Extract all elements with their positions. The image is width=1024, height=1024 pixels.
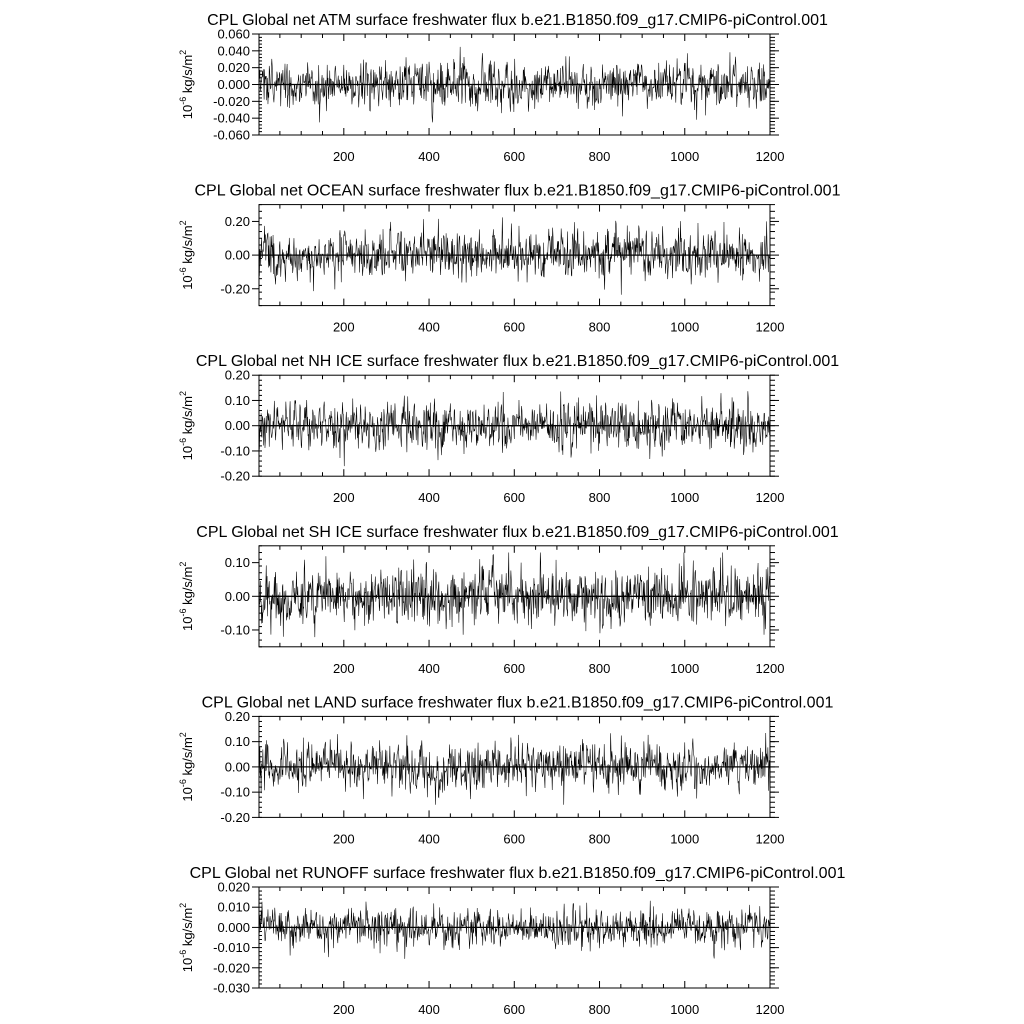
- x-tick-label: 1200: [755, 319, 785, 335]
- y-tick-label: -0.060: [213, 127, 250, 143]
- panel-1: [178, 12, 828, 164]
- panel-4: [178, 524, 839, 676]
- ylabel-unit: kg/s/m: [180, 54, 195, 97]
- ylabel-base: 10: [180, 957, 195, 973]
- y-tick-label: 0.20: [224, 213, 250, 229]
- y-axis-label: [178, 50, 195, 119]
- ylabel-exp: -6: [178, 608, 188, 617]
- x-tick-label: 200: [332, 319, 355, 335]
- y-axis-label: [178, 732, 195, 801]
- y-tick-label: 0.00: [224, 759, 250, 775]
- y-tick-label: -0.20: [220, 468, 250, 484]
- series-line: [259, 217, 770, 294]
- x-tick-label: 400: [418, 1002, 440, 1017]
- x-tick-label: 400: [418, 490, 440, 506]
- x-tick-label: 400: [418, 660, 440, 676]
- x-tick-label: 1200: [755, 1002, 785, 1017]
- x-tick-label: 200: [332, 831, 355, 847]
- y-axis-label: [178, 391, 195, 460]
- x-tick-label: 1200: [755, 149, 785, 164]
- ylabel-unit-exp: 2: [178, 220, 188, 226]
- ylabel-base: 10: [180, 104, 195, 120]
- ylabel-unit: kg/s/m: [180, 396, 195, 438]
- y-tick-label: 0.020: [217, 60, 250, 76]
- series-line: [259, 733, 770, 805]
- y-axis-label: [178, 903, 195, 972]
- x-tick-label: 200: [332, 660, 355, 676]
- x-tick-label: 800: [588, 831, 611, 847]
- y-axis-label: [178, 220, 195, 289]
- x-tick-label: 800: [588, 490, 611, 506]
- x-tick-label: 1000: [670, 319, 700, 335]
- ylabel-base: 10: [180, 275, 195, 290]
- y-tick-label: -0.20: [220, 281, 250, 297]
- ylabel-unit-exp: 2: [178, 49, 188, 55]
- ylabel-exp: -6: [178, 267, 188, 276]
- ylabel-unit: kg/s/m: [180, 907, 195, 950]
- x-tick-label: 800: [588, 660, 611, 676]
- x-tick-label: 800: [588, 319, 611, 335]
- y-tick-label: -0.10: [220, 443, 250, 459]
- y-tick-label: 0.10: [224, 392, 250, 408]
- ylabel-unit: kg/s/m: [180, 737, 195, 780]
- x-tick-label: 600: [503, 660, 526, 676]
- chart-title: CPL Global net RUNOFF surface freshwater flux b.e21.B1850.f09_g17.CMIP6-piControl.001: [189, 865, 846, 882]
- y-tick-label: 0.020: [217, 879, 250, 895]
- y-tick-label: -0.10: [220, 622, 250, 638]
- y-tick-label: 0.000: [217, 77, 250, 92]
- x-tick-label: 600: [503, 831, 526, 847]
- x-tick-label: 800: [588, 149, 611, 164]
- y-tick-label: 0.040: [217, 43, 250, 59]
- x-tick-label: 1000: [670, 660, 700, 676]
- x-tick-label: 200: [332, 1002, 355, 1017]
- y-tick-label: -0.020: [213, 93, 250, 109]
- y-tick-label: -0.010: [213, 940, 250, 956]
- ylabel-unit-exp: 2: [178, 732, 188, 738]
- ylabel-exp: -6: [178, 437, 188, 446]
- panel-5: [178, 694, 833, 846]
- ylabel-unit-exp: 2: [178, 902, 188, 908]
- x-tick-label: 1000: [670, 490, 700, 506]
- chart-title: CPL Global net SH ICE surface freshwater flux b.e21.B1850.f09_g17.CMIP6-piControl.001: [196, 523, 839, 541]
- ylabel-unit: kg/s/m: [180, 225, 195, 268]
- ylabel-exp: -6: [178, 949, 188, 958]
- ylabel-unit: kg/s/m: [180, 566, 195, 609]
- chart-title: CPL Global net NH ICE surface freshwater flux b.e21.B1850.f09_g17.CMIP6-piControl.001: [195, 353, 840, 371]
- y-tick-label: 0.00: [224, 588, 250, 604]
- y-tick-label: 0.000: [217, 919, 250, 935]
- x-tick-label: 1200: [755, 660, 785, 676]
- series-line: [259, 901, 770, 959]
- x-tick-label: 600: [503, 490, 526, 506]
- ylabel-base: 10: [180, 616, 195, 632]
- y-tick-label: 0.00: [224, 418, 250, 434]
- y-tick-label: -0.030: [213, 980, 250, 996]
- ylabel-unit-exp: 2: [178, 561, 188, 567]
- chart-title: CPL Global net ATM surface freshwater flux b.e21.B1850.f09_g17.CMIP6-piControl.001: [207, 12, 828, 29]
- y-tick-label: 0.00: [224, 247, 250, 263]
- y-tick-label: -0.020: [213, 960, 250, 976]
- ylabel-base: 10: [180, 787, 195, 802]
- ylabel-unit-exp: 2: [178, 390, 188, 397]
- y-tick-label: -0.040: [213, 110, 250, 126]
- x-tick-label: 1000: [670, 831, 700, 847]
- x-tick-label: 400: [418, 149, 440, 164]
- ylabel-exp: -6: [178, 96, 188, 105]
- ylabel-base: 10: [180, 445, 195, 461]
- y-tick-label: 0.10: [224, 734, 250, 750]
- x-tick-label: 1200: [755, 831, 785, 847]
- y-tick-label: 0.10: [224, 555, 250, 571]
- panel-3: [178, 353, 839, 505]
- panel-2: [178, 183, 841, 335]
- panel-6: [178, 865, 845, 1017]
- y-tick-label: 0.010: [217, 899, 250, 915]
- y-tick-label: 0.20: [224, 367, 250, 383]
- x-tick-label: 200: [332, 490, 355, 506]
- x-tick-label: 600: [503, 149, 526, 164]
- x-tick-label: 400: [418, 831, 440, 847]
- y-tick-label: 0.20: [224, 708, 250, 724]
- y-axis-label: [178, 562, 195, 631]
- y-tick-label: -0.10: [220, 784, 250, 800]
- plot-frame: [259, 887, 770, 988]
- chart-title: CPL Global net OCEAN surface freshwater flux b.e21.B1850.f09_g17.CMIP6-piControl.001: [194, 182, 841, 200]
- series-line: [259, 391, 770, 466]
- ylabel-exp: -6: [178, 779, 188, 788]
- x-tick-label: 200: [332, 149, 355, 164]
- x-tick-label: 1000: [670, 149, 700, 164]
- x-tick-label: 600: [503, 1002, 526, 1017]
- x-tick-label: 400: [418, 319, 440, 335]
- chart-title: CPL Global net LAND surface freshwater flux b.e21.B1850.f09_g17.CMIP6-piControl.001: [201, 694, 834, 712]
- x-tick-label: 600: [503, 319, 526, 335]
- x-tick-label: 800: [588, 1002, 611, 1017]
- series-line: [259, 553, 770, 638]
- y-tick-label: 0.060: [217, 26, 250, 42]
- x-tick-label: 1000: [670, 1002, 700, 1017]
- x-tick-label: 1200: [755, 490, 785, 506]
- y-tick-label: -0.20: [220, 809, 250, 825]
